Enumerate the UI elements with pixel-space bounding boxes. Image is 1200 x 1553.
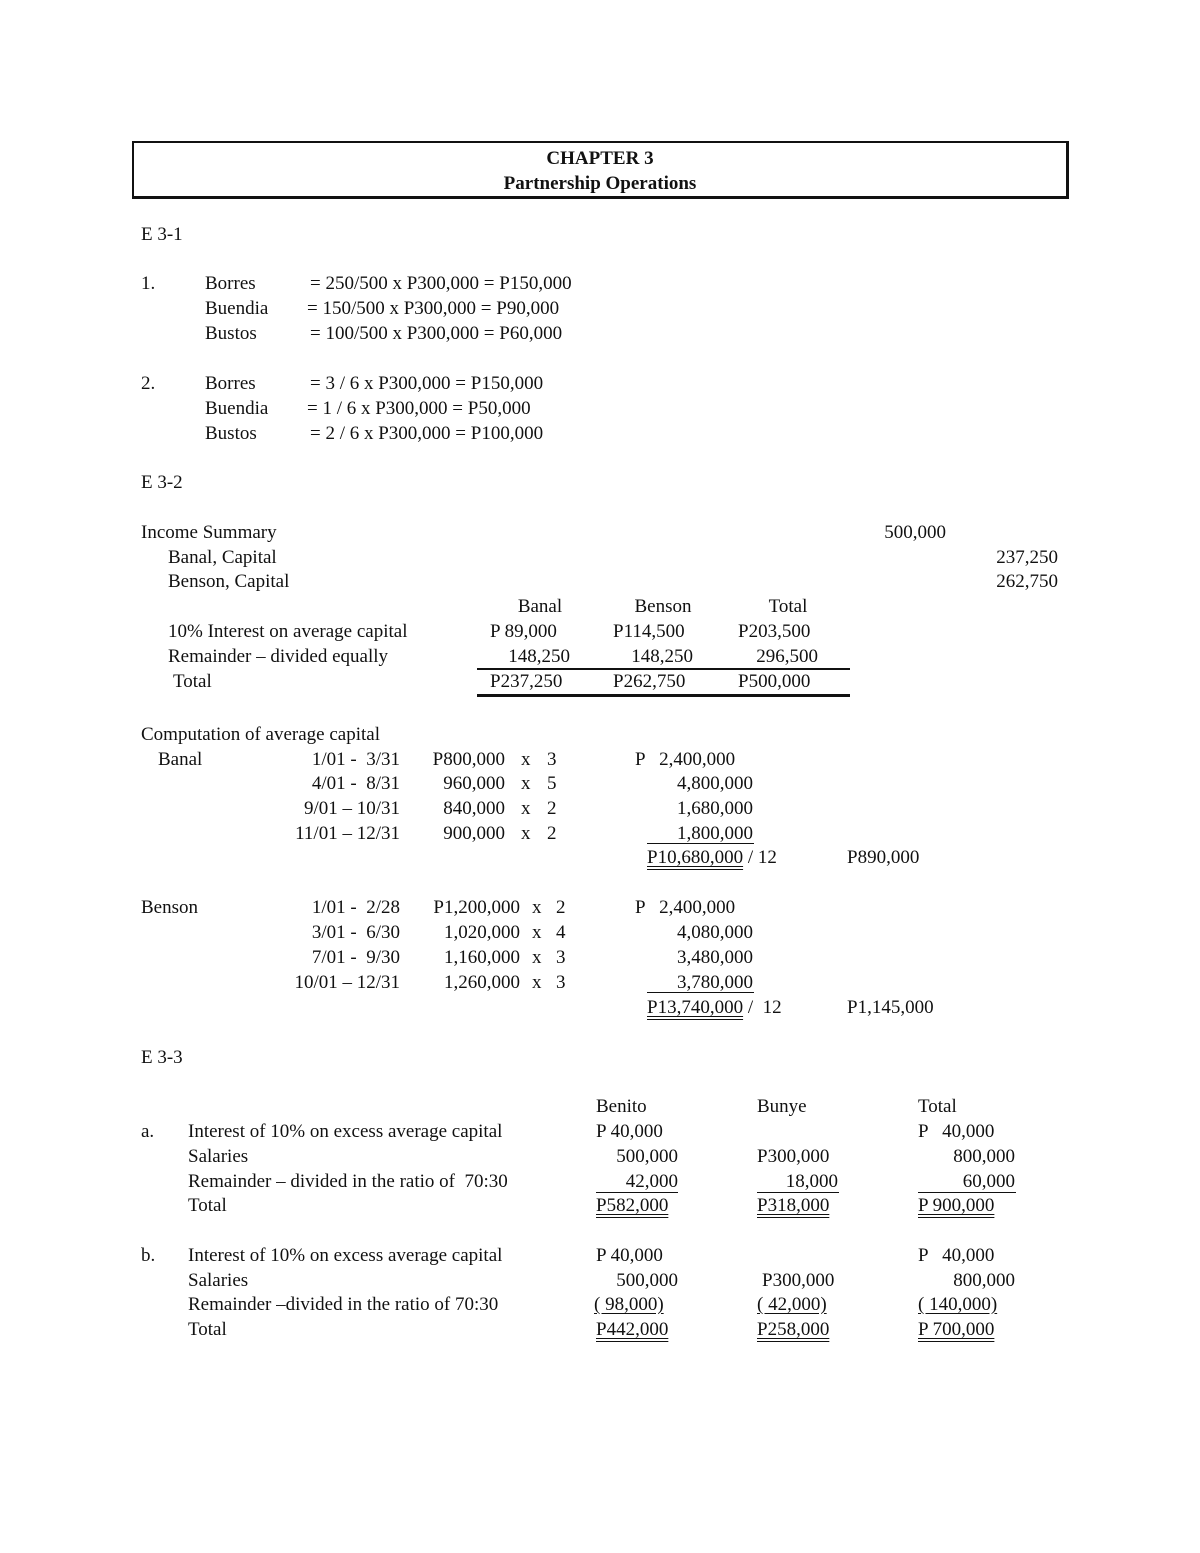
period: 11/01 – 12/31 xyxy=(295,823,400,844)
partner-name: Bustos xyxy=(205,423,257,444)
allocation-label: Total xyxy=(173,671,212,692)
period: 10/01 – 12/31 xyxy=(294,972,400,993)
times-sign: x xyxy=(532,922,542,943)
capital-amount: P800,000 xyxy=(432,749,505,770)
allocation-value-benson: P262,750 xyxy=(613,671,686,692)
period: 1/01 - 2/28 xyxy=(311,897,400,918)
column-header: Bunye xyxy=(757,1096,807,1117)
weighted-product: 1,800,000 xyxy=(677,823,753,844)
section-label-e3-2: E 3-2 xyxy=(141,472,183,493)
period: 9/01 – 10/31 xyxy=(303,798,400,819)
partner-name: Banal xyxy=(158,749,203,770)
share-calculation: = 1 / 6 x P300,000 = P50,000 xyxy=(307,398,531,419)
value-total: ( 140,000) xyxy=(918,1294,998,1315)
months: 3 xyxy=(547,749,557,770)
value-total: P 40,000 xyxy=(918,1121,995,1142)
e3-1-part-number: 2. xyxy=(141,373,156,394)
row-label: Remainder – divided in the ratio of 70:30 xyxy=(188,1171,508,1192)
product-sum: P13,740,000 xyxy=(647,997,744,1018)
share-calculation: = 3 / 6 x P300,000 = P150,000 xyxy=(310,373,544,394)
weighted-product: P 2,400,000 xyxy=(635,897,736,918)
months: 2 xyxy=(547,798,557,819)
allocation-value-benson: 148,250 xyxy=(631,646,693,667)
partner-name: Bustos xyxy=(205,323,257,344)
times-sign: x xyxy=(521,798,531,819)
value-benito: 500,000 xyxy=(616,1270,678,1291)
partner-name: Buendia xyxy=(205,398,269,419)
column-header: Total xyxy=(768,596,808,617)
value-bunye: P300,000 xyxy=(757,1146,830,1167)
section-label-e3-3: E 3-3 xyxy=(141,1047,183,1068)
value-total: P 40,000 xyxy=(918,1245,995,1266)
partner-name: Buendia xyxy=(205,298,269,319)
division: / 12 xyxy=(743,847,777,868)
times-sign: x xyxy=(521,749,531,770)
column-header: Benito xyxy=(596,1096,647,1117)
partner-name: Benson xyxy=(141,897,198,918)
subtotal-rule xyxy=(477,668,850,670)
weighted-product: 4,080,000 xyxy=(677,922,753,943)
journal-account: Income Summary xyxy=(141,522,277,543)
chapter-header-box xyxy=(132,141,1069,199)
capital-amount: 960,000 xyxy=(443,773,505,794)
value-bunye: P318,000 xyxy=(757,1195,830,1216)
total-rule xyxy=(477,694,850,697)
journal-credit: 237,250 xyxy=(996,547,1058,568)
value-total: P 900,000 xyxy=(918,1195,995,1216)
value-total: 800,000 xyxy=(953,1146,1015,1167)
allocation-value-banal: 148,250 xyxy=(508,646,570,667)
value-total: 800,000 xyxy=(953,1270,1015,1291)
value-bunye: ( 42,000) xyxy=(757,1294,827,1315)
part-letter: b. xyxy=(141,1245,156,1266)
months: 2 xyxy=(547,823,557,844)
weighted-product: 3,480,000 xyxy=(677,947,753,968)
months: 2 xyxy=(556,897,566,918)
row-label: Remainder –divided in the ratio of 70:30 xyxy=(188,1294,499,1315)
times-sign: x xyxy=(521,823,531,844)
period: 7/01 - 9/30 xyxy=(311,947,400,968)
allocation-value-total: P203,500 xyxy=(738,621,811,642)
value-benito: 42,000 xyxy=(625,1171,678,1192)
average-capital-calc xyxy=(647,847,777,869)
capital-amount: 840,000 xyxy=(443,798,505,819)
section-label-e3-1: E 3-1 xyxy=(141,224,183,245)
share-calculation: = 250/500 x P300,000 = P150,000 xyxy=(310,273,572,294)
part-letter: a. xyxy=(141,1121,155,1142)
journal-account: Benson, Capital xyxy=(168,571,290,592)
value-benito: P442,000 xyxy=(596,1319,669,1340)
weighted-product: 3,780,000 xyxy=(677,972,753,993)
months: 4 xyxy=(556,922,566,943)
times-sign: x xyxy=(532,972,542,993)
value-bunye: P300,000 xyxy=(762,1270,835,1291)
capital-amount: 1,260,000 xyxy=(444,972,520,993)
row-label: Interest of 10% on excess average capital xyxy=(188,1245,503,1266)
capital-amount: 1,160,000 xyxy=(444,947,520,968)
e3-1-part-number: 1. xyxy=(141,273,156,294)
period: 3/01 - 6/30 xyxy=(311,922,400,943)
period: 1/01 - 3/31 xyxy=(311,749,400,770)
capital-amount: 1,020,000 xyxy=(444,922,520,943)
journal-debit: 500,000 xyxy=(884,522,946,543)
product-sum: P10,680,000 xyxy=(647,847,744,868)
row-label: Interest of 10% on excess average capital xyxy=(188,1121,503,1142)
times-sign: x xyxy=(532,947,542,968)
share-calculation: = 2 / 6 x P300,000 = P100,000 xyxy=(310,423,544,444)
row-label: Total xyxy=(188,1319,227,1340)
average-capital: P890,000 xyxy=(847,847,920,868)
allocation-value-total: P500,000 xyxy=(738,671,811,692)
column-header: Benson xyxy=(634,596,692,617)
division: / 12 xyxy=(743,997,782,1018)
value-total: P 700,000 xyxy=(918,1319,995,1340)
value-benito: P 40,000 xyxy=(596,1121,663,1142)
share-calculation: = 100/500 x P300,000 = P60,000 xyxy=(310,323,563,344)
row-label: Salaries xyxy=(188,1146,249,1167)
value-benito: 500,000 xyxy=(616,1146,678,1167)
times-sign: x xyxy=(521,773,531,794)
average-capital: P1,145,000 xyxy=(847,997,934,1018)
period: 4/01 - 8/31 xyxy=(311,773,400,794)
allocation-value-banal: P 89,000 xyxy=(490,621,557,642)
row-label: Total xyxy=(188,1195,227,1216)
value-bunye: 18,000 xyxy=(785,1171,838,1192)
average-capital-calc xyxy=(647,997,782,1019)
value-benito: P582,000 xyxy=(596,1195,669,1216)
months: 5 xyxy=(547,773,557,794)
times-sign: x xyxy=(532,897,542,918)
chapter-title: CHAPTER 3 xyxy=(546,148,654,169)
months: 3 xyxy=(556,972,566,993)
journal-account: Banal, Capital xyxy=(168,547,277,568)
journal-credit: 262,750 xyxy=(996,571,1058,592)
allocation-label: Remainder – divided equally xyxy=(168,646,389,667)
value-benito: ( 98,000) xyxy=(594,1294,664,1315)
average-capital-title: Computation of average capital xyxy=(141,724,380,745)
allocation-label: 10% Interest on average capital xyxy=(168,621,408,642)
value-total: 60,000 xyxy=(962,1171,1015,1192)
capital-amount: P1,200,000 xyxy=(433,897,520,918)
value-benito: P 40,000 xyxy=(596,1245,663,1266)
capital-amount: 900,000 xyxy=(443,823,505,844)
column-header: Banal xyxy=(517,596,563,617)
chapter-subtitle: Partnership Operations xyxy=(503,173,697,194)
weighted-product: P 2,400,000 xyxy=(635,749,736,770)
partner-name: Borres xyxy=(205,373,256,394)
weighted-product: 1,680,000 xyxy=(677,798,753,819)
weighted-product: 4,800,000 xyxy=(677,773,753,794)
partner-name: Borres xyxy=(205,273,256,294)
column-header: Total xyxy=(918,1096,957,1117)
value-bunye: P258,000 xyxy=(757,1319,830,1340)
allocation-value-benson: P114,500 xyxy=(613,621,685,642)
months: 3 xyxy=(556,947,566,968)
allocation-value-total: 296,500 xyxy=(756,646,818,667)
allocation-value-banal: P237,250 xyxy=(490,671,563,692)
share-calculation: = 150/500 x P300,000 = P90,000 xyxy=(307,298,560,319)
row-label: Salaries xyxy=(188,1270,249,1291)
